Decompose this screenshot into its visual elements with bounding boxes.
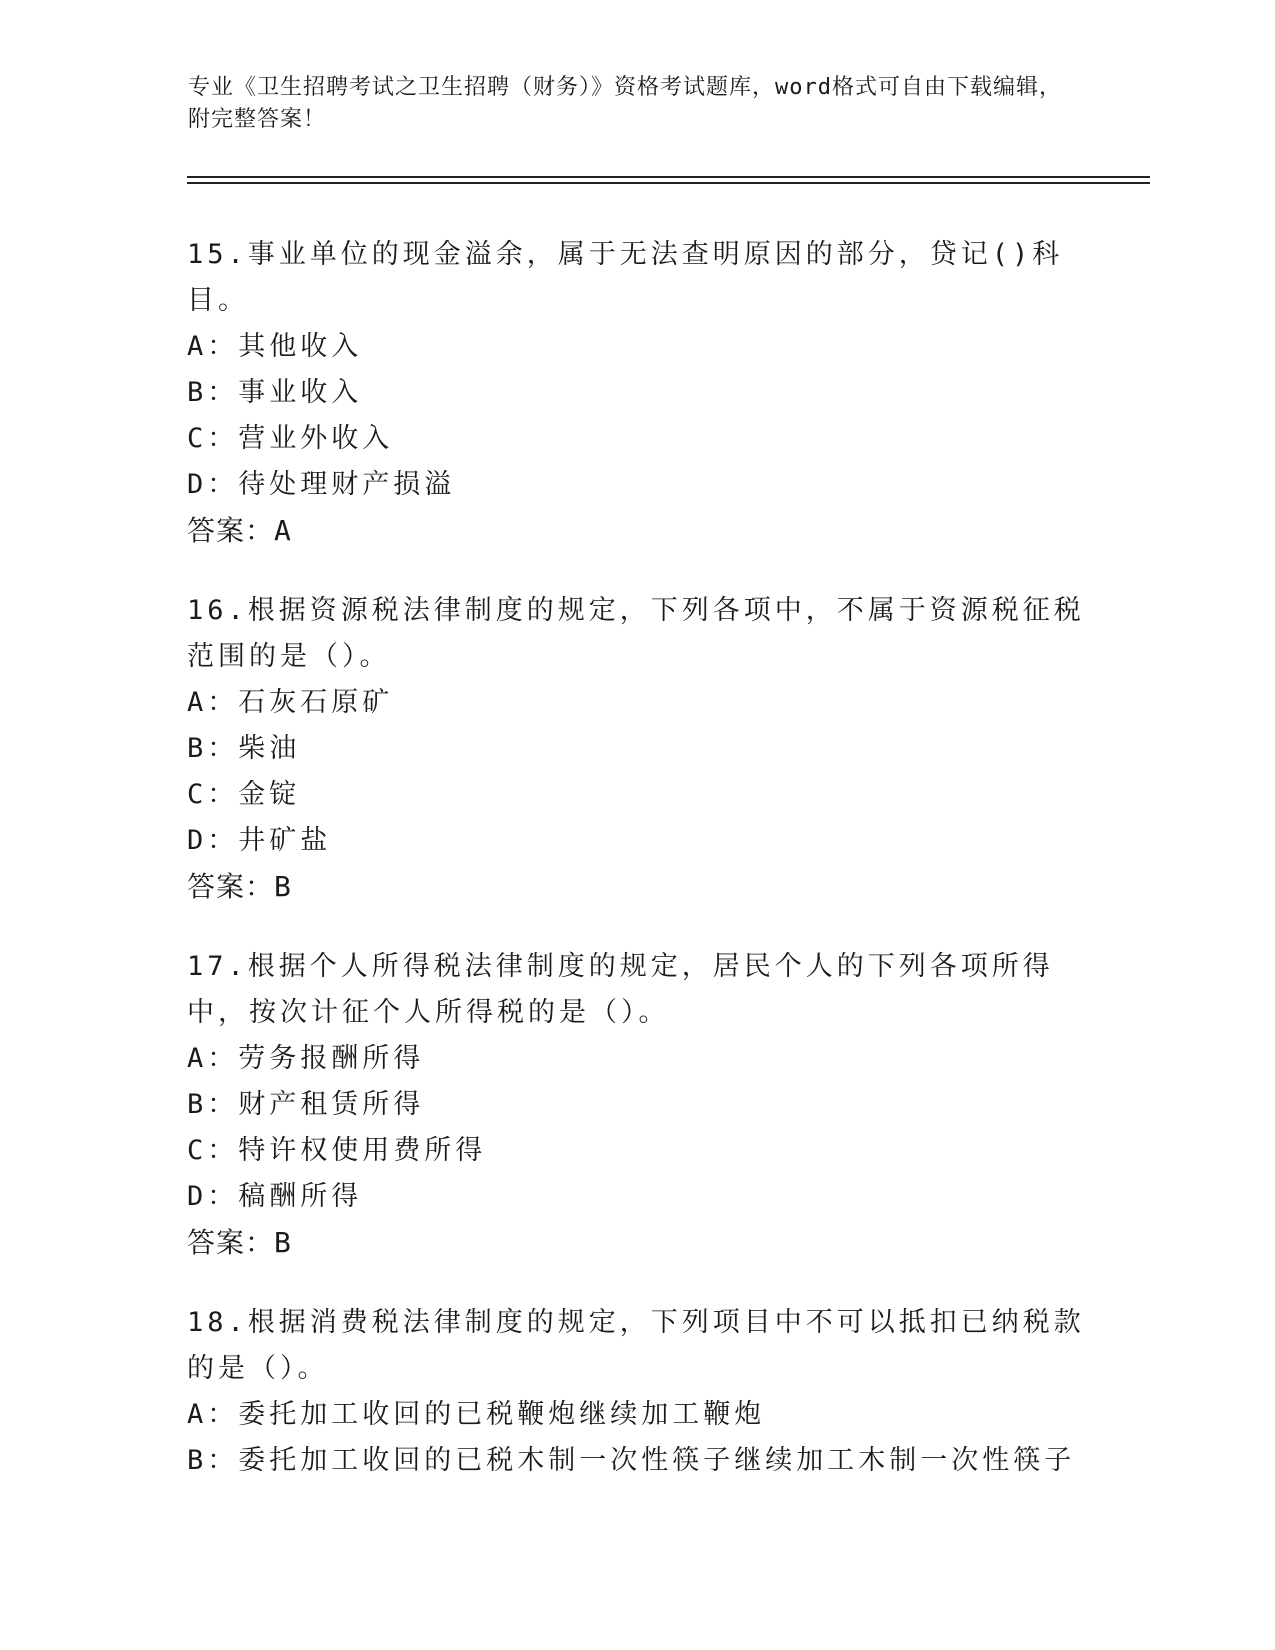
header-divider-top	[187, 176, 1150, 178]
option-d: D：稿酬所得	[187, 1181, 363, 1212]
answer-label: 答案：	[187, 1226, 275, 1259]
option-b: B：委托加工收回的已税木制一次性筷子继续加工木制一次性筷子	[187, 1445, 1076, 1476]
option-d: D：井矿盐	[187, 825, 332, 856]
question-18	[187, 1300, 1087, 1484]
document-header: 专业《卫生招聘考试之卫生招聘（财务）》资格考试题库，word格式可自由下载编辑，附完整答案！	[188, 75, 1062, 132]
answer-line	[187, 864, 1087, 910]
answer-line	[187, 508, 1087, 554]
option-c: C：金锭	[187, 779, 301, 810]
option-b: B：事业收入	[187, 377, 363, 408]
answer-value: B	[274, 870, 292, 903]
question-stem: 16.根据资源税法律制度的规定，下列各项中，不属于资源税征税范围的是（）。	[187, 595, 1085, 672]
answer-line	[187, 1220, 1087, 1266]
option-a: A：劳务报酬所得	[187, 1043, 425, 1074]
question-stem: 15.事业单位的现金溢余，属于无法查明原因的部分，贷记()科目。	[187, 239, 1064, 316]
option-b: B：财产租赁所得	[187, 1089, 425, 1120]
answer-value: A	[274, 514, 292, 547]
question-list	[187, 232, 1087, 1518]
question-17	[187, 944, 1087, 1266]
answer-label: 答案：	[187, 514, 275, 547]
option-a: A：石灰石原矿	[187, 687, 394, 718]
option-a: A：委托加工收回的已税鞭炮继续加工鞭炮	[187, 1399, 766, 1430]
option-d: D：待处理财产损溢	[187, 469, 456, 500]
question-stem: 17.根据个人所得税法律制度的规定，居民个人的下列各项所得中，按次计征个人所得税的是（）。	[187, 951, 1054, 1028]
question-16	[187, 588, 1087, 910]
option-a: A：其他收入	[187, 331, 363, 362]
option-c: C：特许权使用费所得	[187, 1135, 487, 1166]
option-b: B：柴油	[187, 733, 301, 764]
answer-label: 答案：	[187, 870, 275, 903]
option-c: C：营业外收入	[187, 423, 394, 454]
question-15	[187, 232, 1087, 554]
answer-value: B	[274, 1226, 292, 1259]
question-stem: 18.根据消费税法律制度的规定，下列项目中不可以抵扣已纳税款的是（）。	[187, 1307, 1085, 1384]
header-divider-bottom	[187, 182, 1150, 184]
